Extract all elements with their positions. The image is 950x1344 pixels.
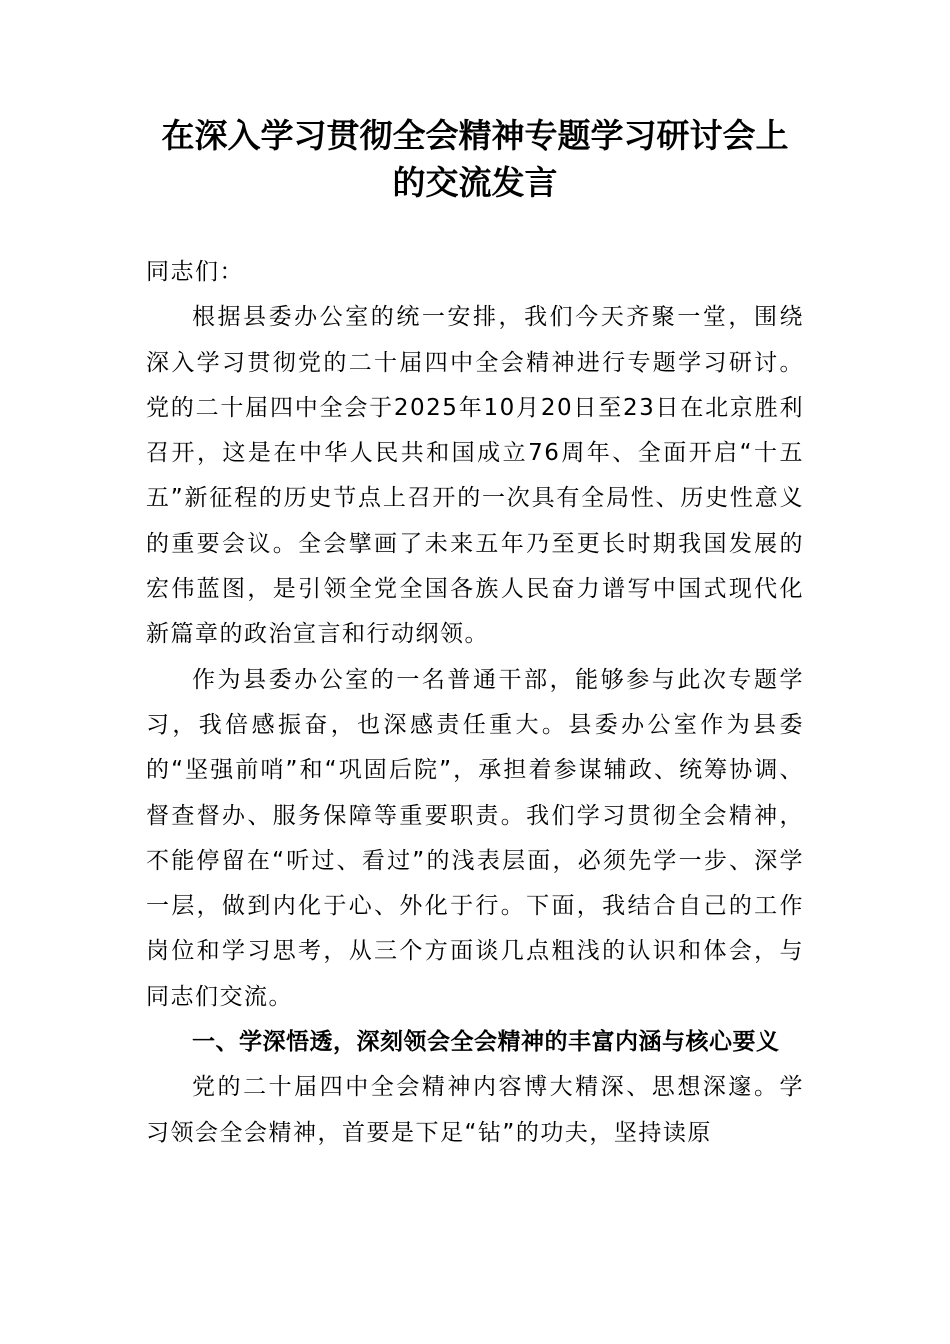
salutation: 同志们： — [146, 259, 244, 285]
paragraph-intro: 根据县委办公室的统一安排，我们今天齐聚一堂，围绕深入学习贯彻党的二十届四中全会精神进行专题学习研讨。党的二十届四中全会于2025年10月20日至23日在北京胜利召开，这是在中华人民共和国成立76周年、全面开启“十五五”新征程的历史节点上召开的一次具有全局性、历史性意义的重要会议。全会擘画了未来五年乃至更长时期我国发展的宏伟蓝图，是引领全党全国各族人民奋力谱写中国式现代化新篇章的政治宣言和行动纲领。 — [146, 304, 804, 648]
section-heading-1: 一、学深悟透，深刻领会全会精神的丰富内涵与核心要义 — [192, 1029, 780, 1056]
document-body — [146, 250, 804, 1156]
section-1-paragraph: 党的二十届四中全会精神内容博大精深、思想深邃。学习领会全会精神，首要是下足“钻”的功夫，坚持读原 — [146, 1074, 804, 1146]
document-title: 在深入学习贯彻全会精神专题学习研讨会上的交流发言 — [161, 116, 789, 202]
paragraph-role: 作为县委办公室的一名普通干部，能够参与此次专题学习，我倍感振奋，也深感责任重大。县委办公室作为县委的“坚强前哨”和“巩固后院”，承担着参谋辅政、统筹协调、督查督办、服务保障等重要职责。我们学习贯彻全会精神，不能停留在“听过、看过”的浅表层面，必须先学一步、深学一层，做到内化于心、外化于行。下面，我结合自己的工作岗位和学习思考，从三个方面谈几点粗浅的认识和体会，与同志们交流。 — [146, 666, 804, 1010]
